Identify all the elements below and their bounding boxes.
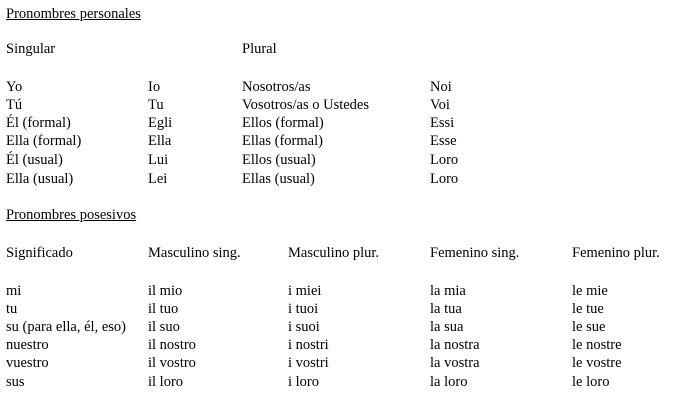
table-cell: il tuo [148, 301, 179, 317]
italian-singular: Lui [148, 152, 169, 168]
italian-plural: Loro [430, 152, 459, 168]
table-cell: il mio [148, 283, 183, 299]
table-cell: la tua [430, 301, 462, 317]
plural-header: Plural [242, 41, 277, 57]
column-header: Femenino plur. [572, 245, 660, 261]
spanish-plural: Vosotros/as o Ustedes [242, 97, 370, 113]
spanish-singular: Tú [6, 97, 23, 113]
table-cell: le vostre [572, 355, 622, 371]
table-cell: il nostro [148, 337, 196, 353]
italian-singular: Ella [148, 133, 172, 149]
singular-header: Singular [6, 41, 56, 57]
column-header: Masculino sing. [148, 245, 241, 261]
table-cell: i loro [288, 374, 320, 390]
spanish-singular: Ella (usual) [6, 171, 74, 187]
table-cell: la sua [430, 319, 464, 335]
italian-plural: Esse [430, 133, 457, 149]
table-cell: i suoi [288, 319, 320, 335]
spanish-singular: Él (formal) [6, 115, 71, 131]
italian-plural: Essi [430, 115, 455, 131]
column-header: Significado [6, 245, 73, 261]
table-cell: la mia [430, 283, 466, 299]
table-cell: su (para ella, él, eso) [6, 319, 126, 335]
table-cell: tu [6, 301, 18, 317]
italian-singular: Io [148, 79, 161, 95]
italian-plural: Noi [430, 79, 452, 95]
spanish-plural: Ellos (usual) [242, 152, 316, 168]
spanish-plural: Ellas (usual) [242, 171, 315, 187]
table-cell: mi [6, 283, 22, 299]
table-cell: nuestro [6, 337, 49, 353]
italian-singular: Lei [148, 171, 168, 187]
table-cell: i nostri [288, 337, 329, 353]
table-cell: il suo [148, 319, 180, 335]
table-cell: le loro [572, 374, 610, 390]
spanish-plural: Ellas (formal) [242, 133, 323, 149]
section-title-personal-pronouns: Pronombres personales [6, 6, 141, 22]
spanish-plural: Ellos (formal) [242, 115, 324, 131]
table-cell: i tuoi [288, 301, 319, 317]
italian-singular: Egli [148, 115, 173, 131]
table-cell: vuestro [6, 355, 49, 371]
table-cell: il loro [148, 374, 184, 390]
spanish-plural: Nosotros/as [242, 79, 311, 95]
spanish-singular: Yo [6, 79, 23, 95]
italian-singular: Tu [148, 97, 164, 113]
table-cell: la nostra [430, 337, 480, 353]
column-header: Femenino sing. [430, 245, 520, 261]
table-cell: le mie [572, 283, 608, 299]
table-cell: le sue [572, 319, 606, 335]
column-header: Masculino plur. [288, 245, 380, 261]
table-cell: il vostro [148, 355, 196, 371]
table-cell: le nostre [572, 337, 622, 353]
table-cell: la vostra [430, 355, 480, 371]
table-cell: i vostri [288, 355, 329, 371]
spanish-singular: Él (usual) [6, 152, 63, 168]
table-cell: sus [6, 374, 25, 390]
table-cell: i miei [288, 283, 322, 299]
section-title-possessive-pronouns: Pronombres posesivos [6, 207, 137, 223]
italian-plural: Loro [430, 171, 459, 187]
italian-plural: Voi [430, 97, 450, 113]
table-cell: le tue [572, 301, 604, 317]
spanish-singular: Ella (formal) [6, 133, 82, 149]
table-cell: la loro [430, 374, 468, 390]
